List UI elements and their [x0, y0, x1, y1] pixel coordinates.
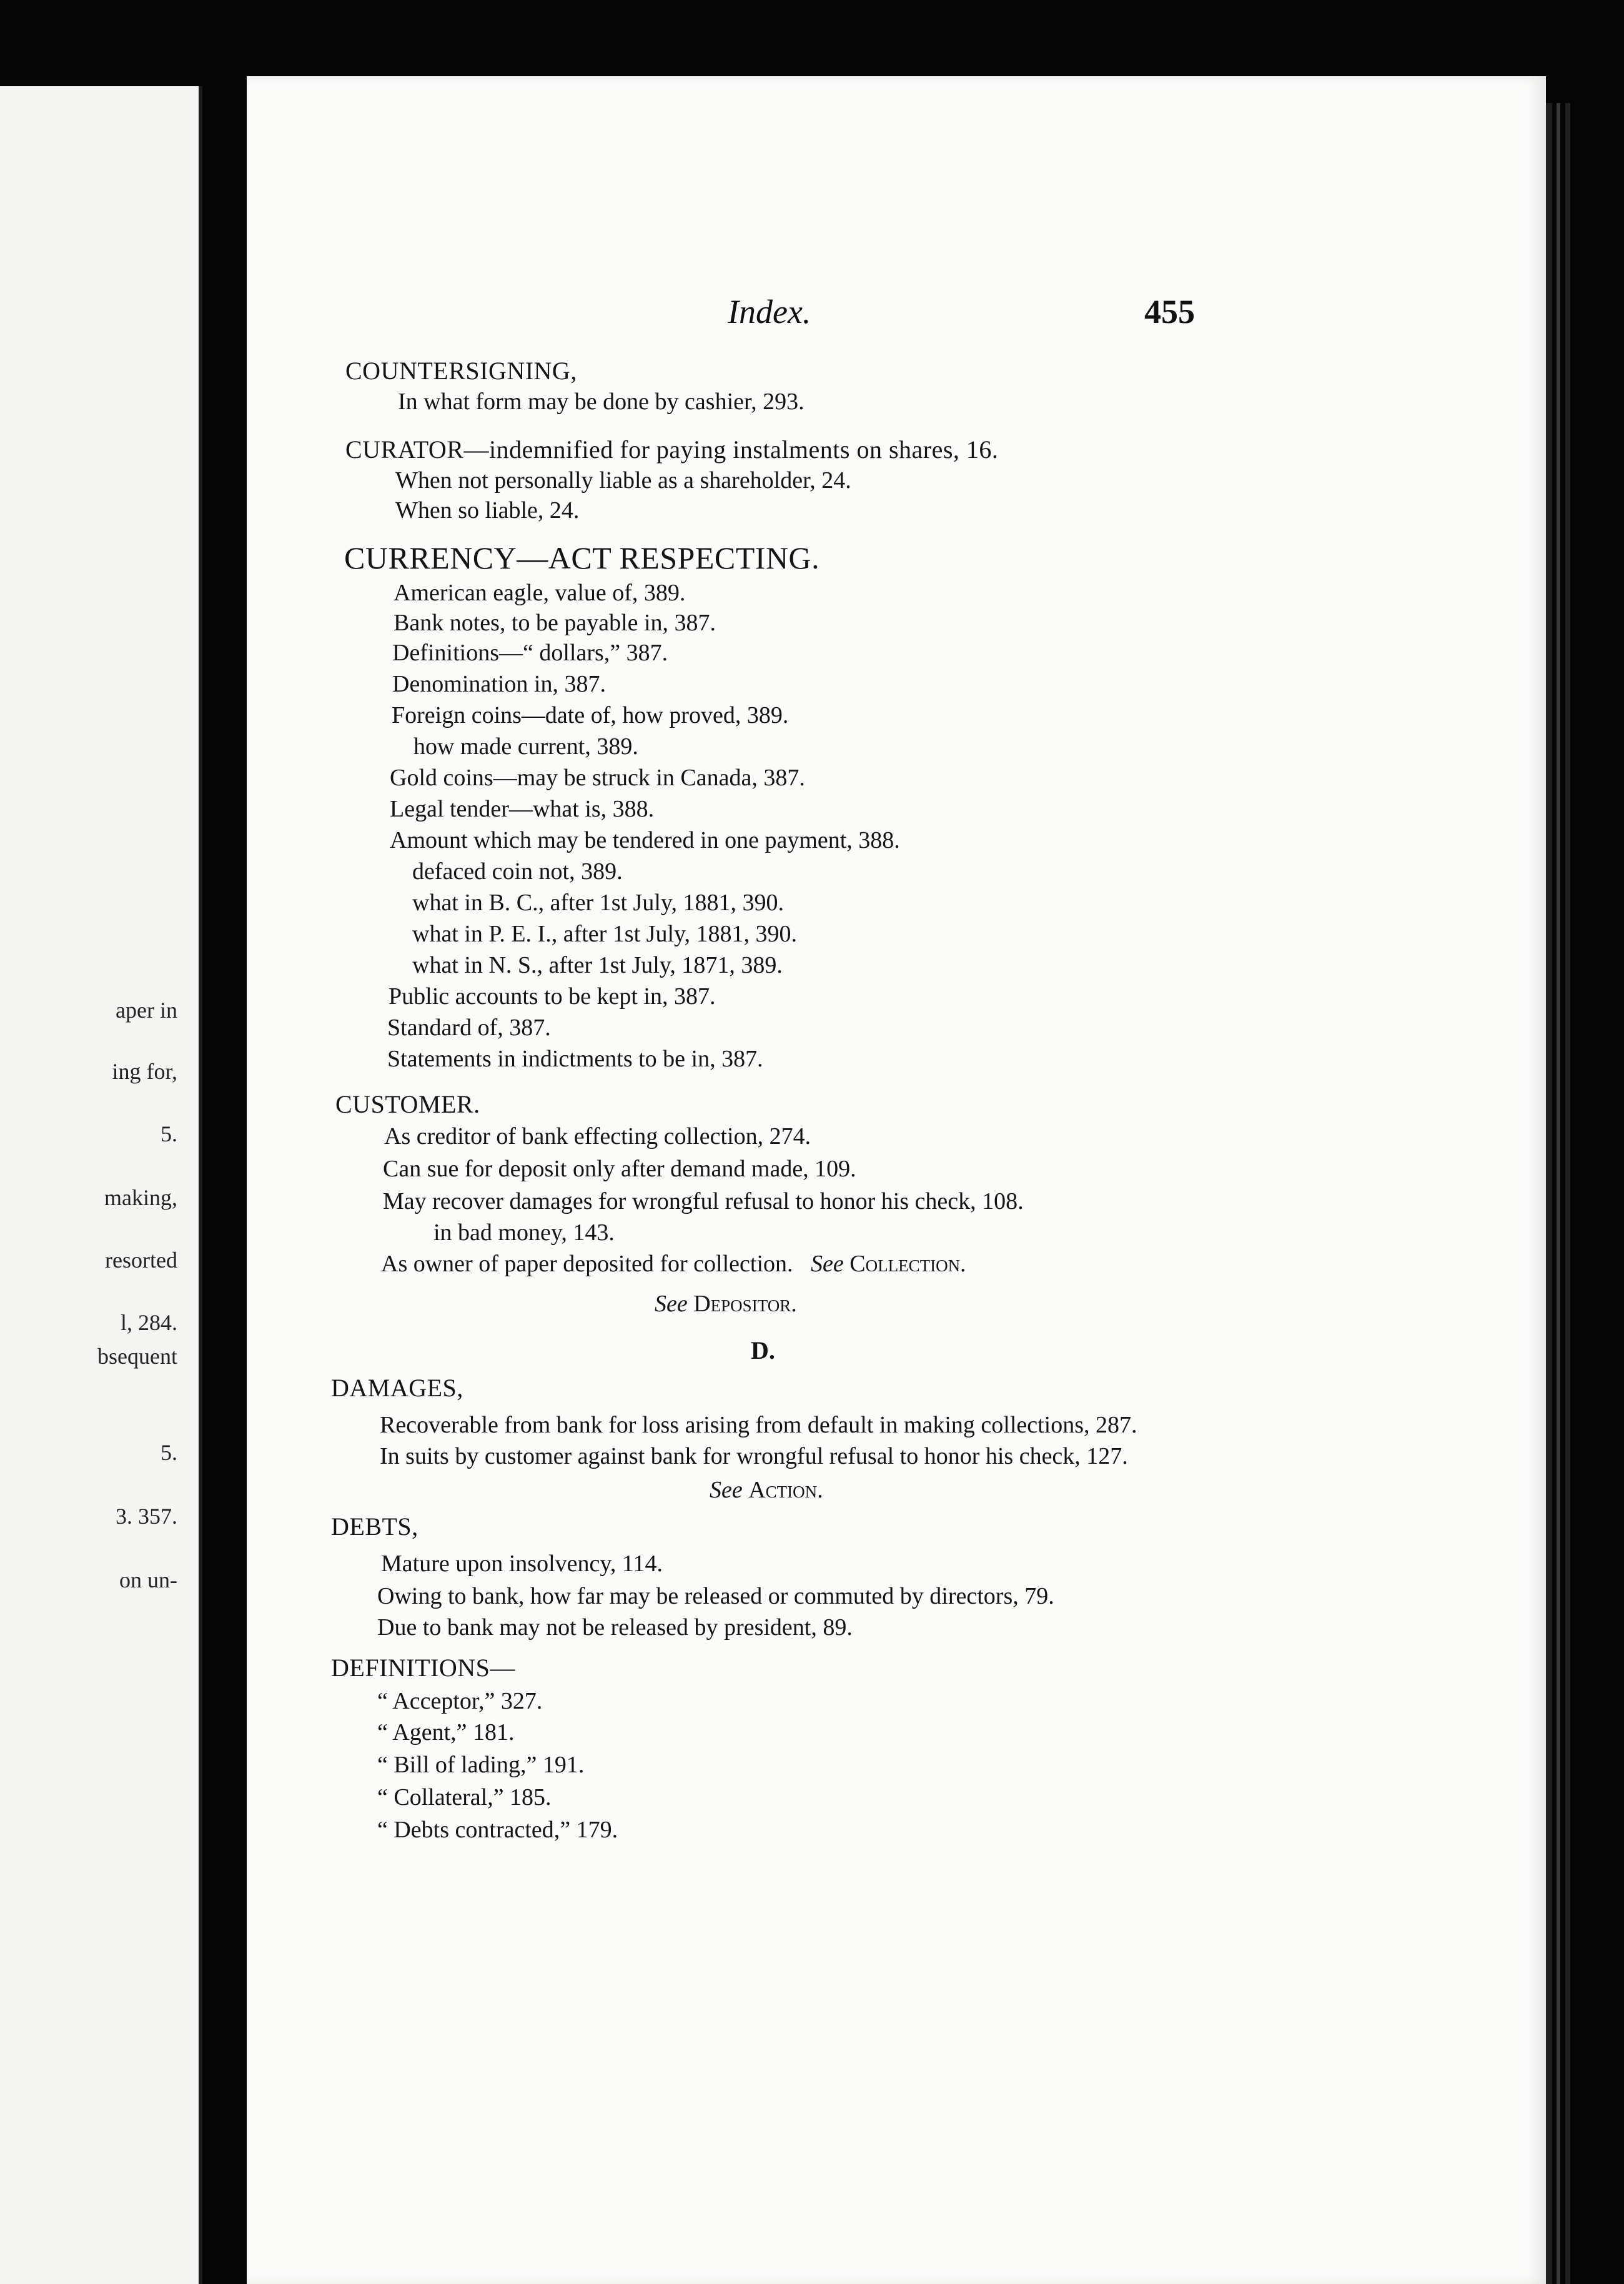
index-entry [710, 1478, 823, 1502]
cross-reference: Depositor. [693, 1291, 797, 1317]
index-heading: CUSTOMER. [335, 1090, 480, 1118]
index-heading: CURRENCY—ACT RESPECTING. [344, 540, 820, 575]
index-entry: “ Collateral,” 185. [377, 1784, 552, 1810]
index-entry: Due to bank may not be released by president, 89. [377, 1614, 853, 1641]
index-entry: Amount which may be tendered in one payment, 388. [390, 827, 900, 853]
facing-page-fragment: aper in [116, 998, 177, 1023]
index-entry [381, 1252, 966, 1276]
index-entry: defaced coin not, 389. [412, 858, 623, 885]
cross-reference: Action. [748, 1477, 823, 1503]
page-edge-stripe [1557, 103, 1560, 2284]
index-entry [655, 1292, 797, 1316]
section-letter: D. [751, 1336, 775, 1364]
index-entry: As creditor of bank effecting collection, 274. [384, 1123, 811, 1149]
index-entry: “ Debts contracted,” 179. [377, 1817, 618, 1843]
index-entry: When not personally liable as a shareholder, 24. [395, 467, 851, 494]
see-label: See [811, 1251, 844, 1277]
index-heading: DAMAGES, [331, 1374, 463, 1402]
running-head: Index. [728, 293, 811, 330]
facing-page-fragment: bsequent [97, 1344, 177, 1369]
index-entry: “ Bill of lading,” 191. [377, 1752, 585, 1778]
index-entry: Recoverable from bank for loss arising from default in making collections, 287. [380, 1412, 1137, 1438]
index-entry: Mature upon insolvency, 114. [381, 1551, 663, 1577]
cross-reference: Collection. [849, 1251, 966, 1277]
index-entry: May recover damages for wrongful refusal to honor his check, 108. [383, 1188, 1024, 1214]
index-entry: When so liable, 24. [395, 497, 580, 524]
facing-page-fragment: making, [104, 1185, 177, 1210]
index-entry: Bank notes, to be payable in, 387. [394, 610, 716, 636]
index-heading: DEBTS, [331, 1512, 418, 1541]
facing-page-fragment: 5. [161, 1440, 177, 1465]
index-entry: in bad money, 143. [433, 1219, 615, 1246]
facing-page-fragment: on un- [119, 1567, 177, 1592]
index-entry: what in B. C., after 1st July, 1881, 390. [412, 890, 784, 916]
index-entry: Foreign coins—date of, how proved, 389. [392, 702, 789, 728]
facing-page-fragment: ing for, [112, 1059, 177, 1084]
index-entry: Legal tender—what is, 388. [390, 796, 655, 822]
facing-page-fragment: resorted [105, 1248, 177, 1273]
index-entry: Standard of, 387. [387, 1015, 551, 1041]
index-entry: In what form may be done by cashier, 293. [398, 389, 805, 415]
see-label: See [710, 1477, 743, 1503]
index-entry: Gold coins—may be struck in Canada, 387. [390, 765, 805, 791]
index-entry: what in N. S., after 1st July, 1871, 389. [412, 952, 783, 978]
facing-page-fragment: l, 284. [120, 1310, 177, 1335]
page-number: 455 [1144, 293, 1195, 330]
index-entry: Definitions—“ dollars,” 387. [392, 640, 668, 666]
index-entry: what in P. E. I., after 1st July, 1881, 390. [412, 921, 798, 947]
index-heading: CURATOR—indemnified for paying instalments on shares, 16. [345, 435, 999, 464]
facing-page-fragment: 3. 357. [116, 1504, 177, 1529]
see-label: See [655, 1291, 688, 1317]
index-entry: In suits by customer against bank for wrongful refusal to honor his check, 127. [380, 1443, 1128, 1469]
page-edge-stripe [1546, 103, 1552, 2284]
facing-page-fragment: 5. [161, 1121, 177, 1146]
facing-page-edge [0, 86, 202, 2284]
index-heading: COUNTERSIGNING, [345, 357, 577, 385]
index-entry: Statements in indictments to be in, 387. [387, 1046, 763, 1072]
index-entry: Public accounts to be kept in, 387. [389, 983, 716, 1010]
index-entry: “ Agent,” 181. [377, 1719, 515, 1745]
index-entry: Can sue for deposit only after demand made, 109. [383, 1156, 856, 1182]
index-entry: Denomination in, 387. [392, 671, 606, 697]
index-entry: Owing to bank, how far may be released or commuted by directors, 79. [377, 1583, 1054, 1609]
index-entry: how made current, 389. [413, 733, 638, 760]
index-heading: DEFINITIONS— [331, 1654, 515, 1682]
page-edge-stripe [1565, 103, 1570, 2284]
index-entry: American eagle, value of, 389. [394, 580, 686, 606]
entry-text: As owner of paper deposited for collection. [381, 1251, 793, 1277]
index-entry: “ Acceptor,” 327. [377, 1688, 543, 1714]
